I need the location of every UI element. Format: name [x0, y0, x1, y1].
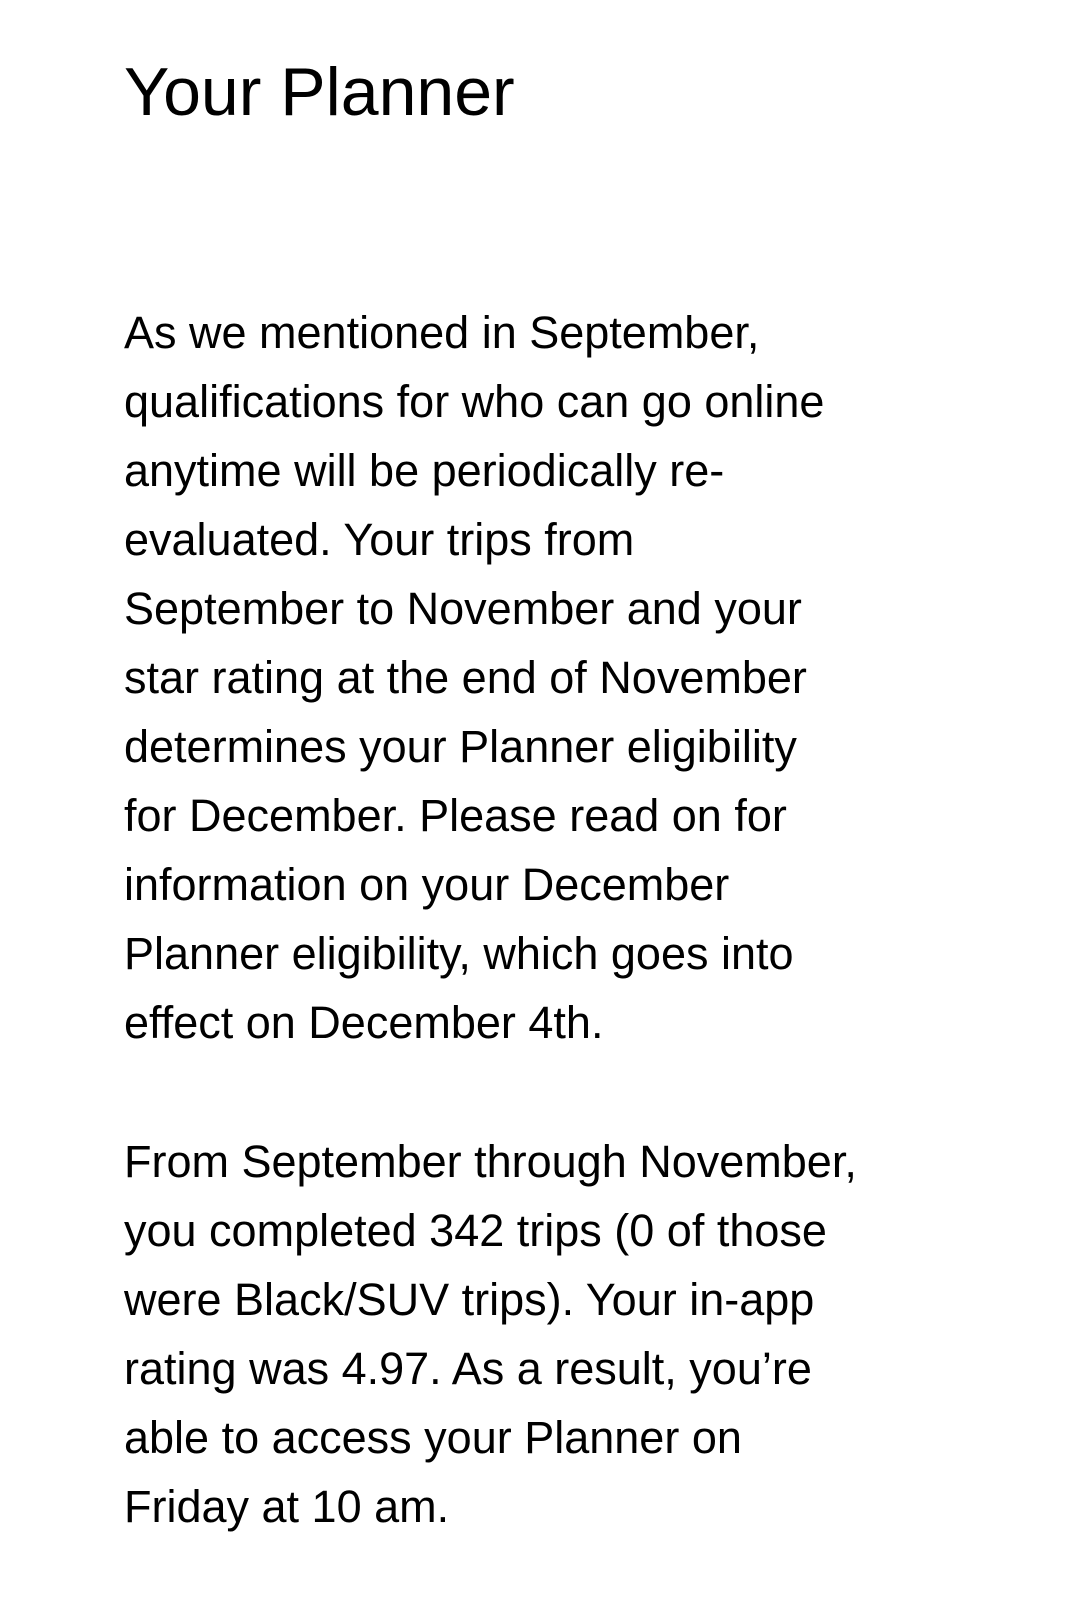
- paragraph-line: able to access your Planner on: [124, 1412, 742, 1463]
- paragraph-line: evaluated. Your trips from: [124, 514, 635, 565]
- paragraph-line: From September through November,: [124, 1136, 857, 1187]
- paragraph-line: effect on December 4th.: [124, 997, 604, 1048]
- paragraph-line: September to November and your: [124, 583, 802, 634]
- paragraph-line: star rating at the end of November: [124, 652, 807, 703]
- eligibility-result-paragraph: [124, 1127, 857, 1541]
- paragraph-line: Planner eligibility, which goes into: [124, 928, 794, 979]
- paragraph-line: for December. Please read on for: [124, 790, 787, 841]
- paragraph-line: qualifications for who can go online: [124, 376, 825, 427]
- paragraph-line: As we mentioned in September,: [124, 307, 760, 358]
- paragraph-line: were Black/SUV trips). Your in-app: [124, 1274, 815, 1325]
- eligibility-intro-paragraph: [124, 298, 824, 1057]
- page-title: Your Planner: [124, 54, 515, 130]
- paragraph-line: rating was 4.97. As a result, you’re: [124, 1343, 812, 1394]
- paragraph-line: you completed 342 trips (0 of those: [124, 1205, 827, 1256]
- paragraph-line: anytime will be periodically re-: [124, 445, 725, 496]
- paragraph-line: information on your December: [124, 859, 730, 910]
- paragraph-line: Friday at 10 am.: [124, 1481, 450, 1532]
- paragraph-line: determines your Planner eligibility: [124, 721, 797, 772]
